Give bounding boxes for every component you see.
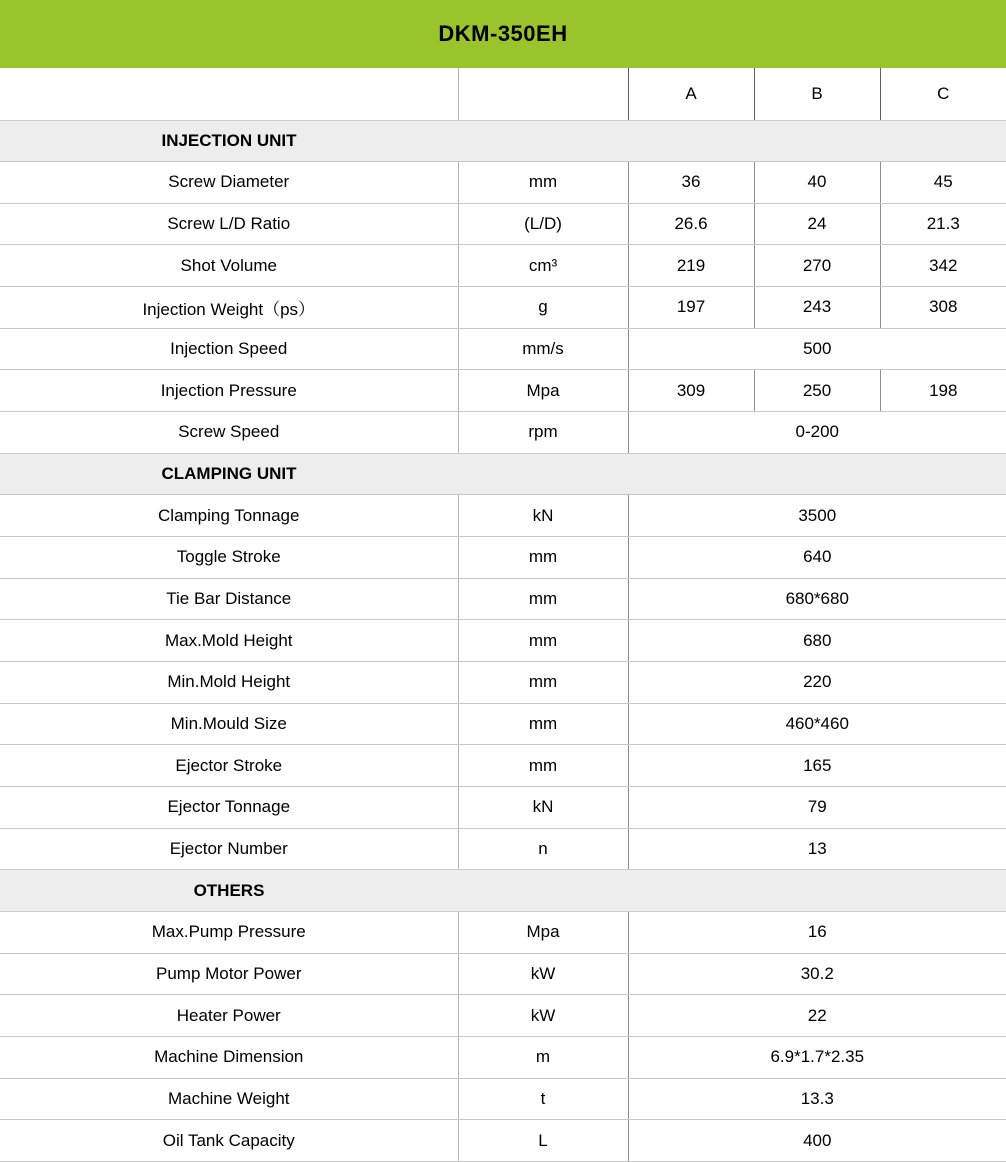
spec-value-span: 500	[628, 328, 1006, 370]
spec-value-a: 219	[628, 245, 754, 287]
spec-unit: kN	[458, 787, 628, 829]
spec-row	[0, 1036, 1006, 1078]
section-header-row	[0, 120, 1006, 162]
spec-row	[0, 162, 1006, 204]
spec-unit: t	[458, 1078, 628, 1120]
spec-unit: mm	[458, 537, 628, 579]
spec-unit: mm/s	[458, 328, 628, 370]
spec-value-span: 0-200	[628, 412, 1006, 454]
spec-label: Injection Speed	[0, 328, 458, 370]
spec-row	[0, 1120, 1006, 1162]
spec-unit: m	[458, 1036, 628, 1078]
spec-unit: mm	[458, 620, 628, 662]
spec-label: Machine Weight	[0, 1078, 458, 1120]
spec-label: Toggle Stroke	[0, 537, 458, 579]
spec-value-c: 198	[880, 370, 1006, 412]
spec-value-c: 308	[880, 287, 1006, 329]
spec-value-span: 79	[628, 787, 1006, 829]
section-title: CLAMPING UNIT	[161, 464, 297, 484]
spec-row	[0, 995, 1006, 1037]
spec-row	[0, 370, 1006, 412]
spec-unit: mm	[458, 162, 628, 204]
spec-label: Shot Volume	[0, 245, 458, 287]
spec-row	[0, 287, 1006, 329]
spec-value-c: 45	[880, 162, 1006, 204]
spec-value-span: 3500	[628, 495, 1006, 537]
spec-unit: kW	[458, 995, 628, 1037]
spec-unit: kW	[458, 953, 628, 995]
model-title-bar	[0, 0, 1006, 68]
spec-value-a: 309	[628, 370, 754, 412]
spec-unit: Mpa	[458, 911, 628, 953]
spec-value-span: 13	[628, 828, 1006, 870]
spec-label: Ejector Stroke	[0, 745, 458, 787]
spec-row	[0, 537, 1006, 579]
column-header-b: B	[754, 68, 880, 120]
spec-label: Clamping Tonnage	[0, 495, 458, 537]
spec-row	[0, 245, 1006, 287]
spec-value-span: 220	[628, 662, 1006, 704]
spec-unit: mm	[458, 578, 628, 620]
spec-value-span: 6.9*1.7*2.35	[628, 1036, 1006, 1078]
spec-value-a: 197	[628, 287, 754, 329]
spec-value-span: 400	[628, 1120, 1006, 1162]
spec-value-span: 165	[628, 745, 1006, 787]
spec-value-b: 270	[754, 245, 880, 287]
spec-label: Max.Mold Height	[0, 620, 458, 662]
spec-label: Screw L/D Ratio	[0, 203, 458, 245]
spec-value-span: 460*460	[628, 703, 1006, 745]
spec-label: Machine Dimension	[0, 1036, 458, 1078]
spec-unit: L	[458, 1120, 628, 1162]
spec-label: Oil Tank Capacity	[0, 1120, 458, 1162]
spec-label: Pump Motor Power	[0, 953, 458, 995]
spec-row	[0, 703, 1006, 745]
spec-value-span: 13.3	[628, 1078, 1006, 1120]
column-header-blank-unit	[458, 68, 628, 120]
spec-row	[0, 787, 1006, 829]
spec-value-span: 30.2	[628, 953, 1006, 995]
spec-label: Screw Diameter	[0, 162, 458, 204]
spec-label: Heater Power	[0, 995, 458, 1037]
spec-row	[0, 328, 1006, 370]
spec-value-span: 640	[628, 537, 1006, 579]
section-title: OTHERS	[193, 880, 265, 900]
spec-row	[0, 495, 1006, 537]
spec-label: Tie Bar Distance	[0, 578, 458, 620]
spec-value-c: 342	[880, 245, 1006, 287]
spec-label: Screw Speed	[0, 412, 458, 454]
spec-table	[0, 68, 1006, 1162]
spec-value-b: 40	[754, 162, 880, 204]
section-header-cell	[0, 120, 1006, 162]
spec-label: Min.Mould Size	[0, 703, 458, 745]
spec-value-b: 250	[754, 370, 880, 412]
spec-row	[0, 412, 1006, 454]
spec-label: Ejector Number	[0, 828, 458, 870]
spec-label: Injection Weight（ps）	[0, 287, 458, 329]
section-header-row	[0, 870, 1006, 912]
spec-row	[0, 1078, 1006, 1120]
column-header-c: C	[880, 68, 1006, 120]
spec-unit: n	[458, 828, 628, 870]
spec-value-span: 22	[628, 995, 1006, 1037]
spec-value-a: 36	[628, 162, 754, 204]
spec-row	[0, 203, 1006, 245]
column-header-a: A	[628, 68, 754, 120]
section-header-cell	[0, 453, 1006, 495]
spec-unit: Mpa	[458, 370, 628, 412]
spec-value-c: 21.3	[880, 203, 1006, 245]
spec-row	[0, 620, 1006, 662]
spec-row	[0, 662, 1006, 704]
spec-unit: g	[458, 287, 628, 329]
spec-row	[0, 911, 1006, 953]
spec-unit: kN	[458, 495, 628, 537]
spec-row	[0, 745, 1006, 787]
spec-value-b: 243	[754, 287, 880, 329]
spec-row	[0, 578, 1006, 620]
spec-label: Ejector Tonnage	[0, 787, 458, 829]
spec-value-span: 680*680	[628, 578, 1006, 620]
spec-row	[0, 953, 1006, 995]
spec-unit: cm³	[458, 245, 628, 287]
spec-value-a: 26.6	[628, 203, 754, 245]
spec-label: Injection Pressure	[0, 370, 458, 412]
spec-value-b: 24	[754, 203, 880, 245]
spec-value-span: 16	[628, 911, 1006, 953]
section-header-cell	[0, 870, 1006, 912]
spec-value-span: 680	[628, 620, 1006, 662]
spec-unit: mm	[458, 745, 628, 787]
section-title: INJECTION UNIT	[161, 130, 297, 150]
spec-label: Max.Pump Pressure	[0, 911, 458, 953]
model-title: DKM-350EH	[438, 21, 568, 46]
spec-label: Min.Mold Height	[0, 662, 458, 704]
spec-table-body	[0, 120, 1006, 1161]
spec-unit: rpm	[458, 412, 628, 454]
spec-unit: (L/D)	[458, 203, 628, 245]
section-header-row	[0, 453, 1006, 495]
column-header-blank-label	[0, 68, 458, 120]
spec-unit: mm	[458, 662, 628, 704]
column-header-row	[0, 68, 1006, 120]
spec-row	[0, 828, 1006, 870]
spec-unit: mm	[458, 703, 628, 745]
